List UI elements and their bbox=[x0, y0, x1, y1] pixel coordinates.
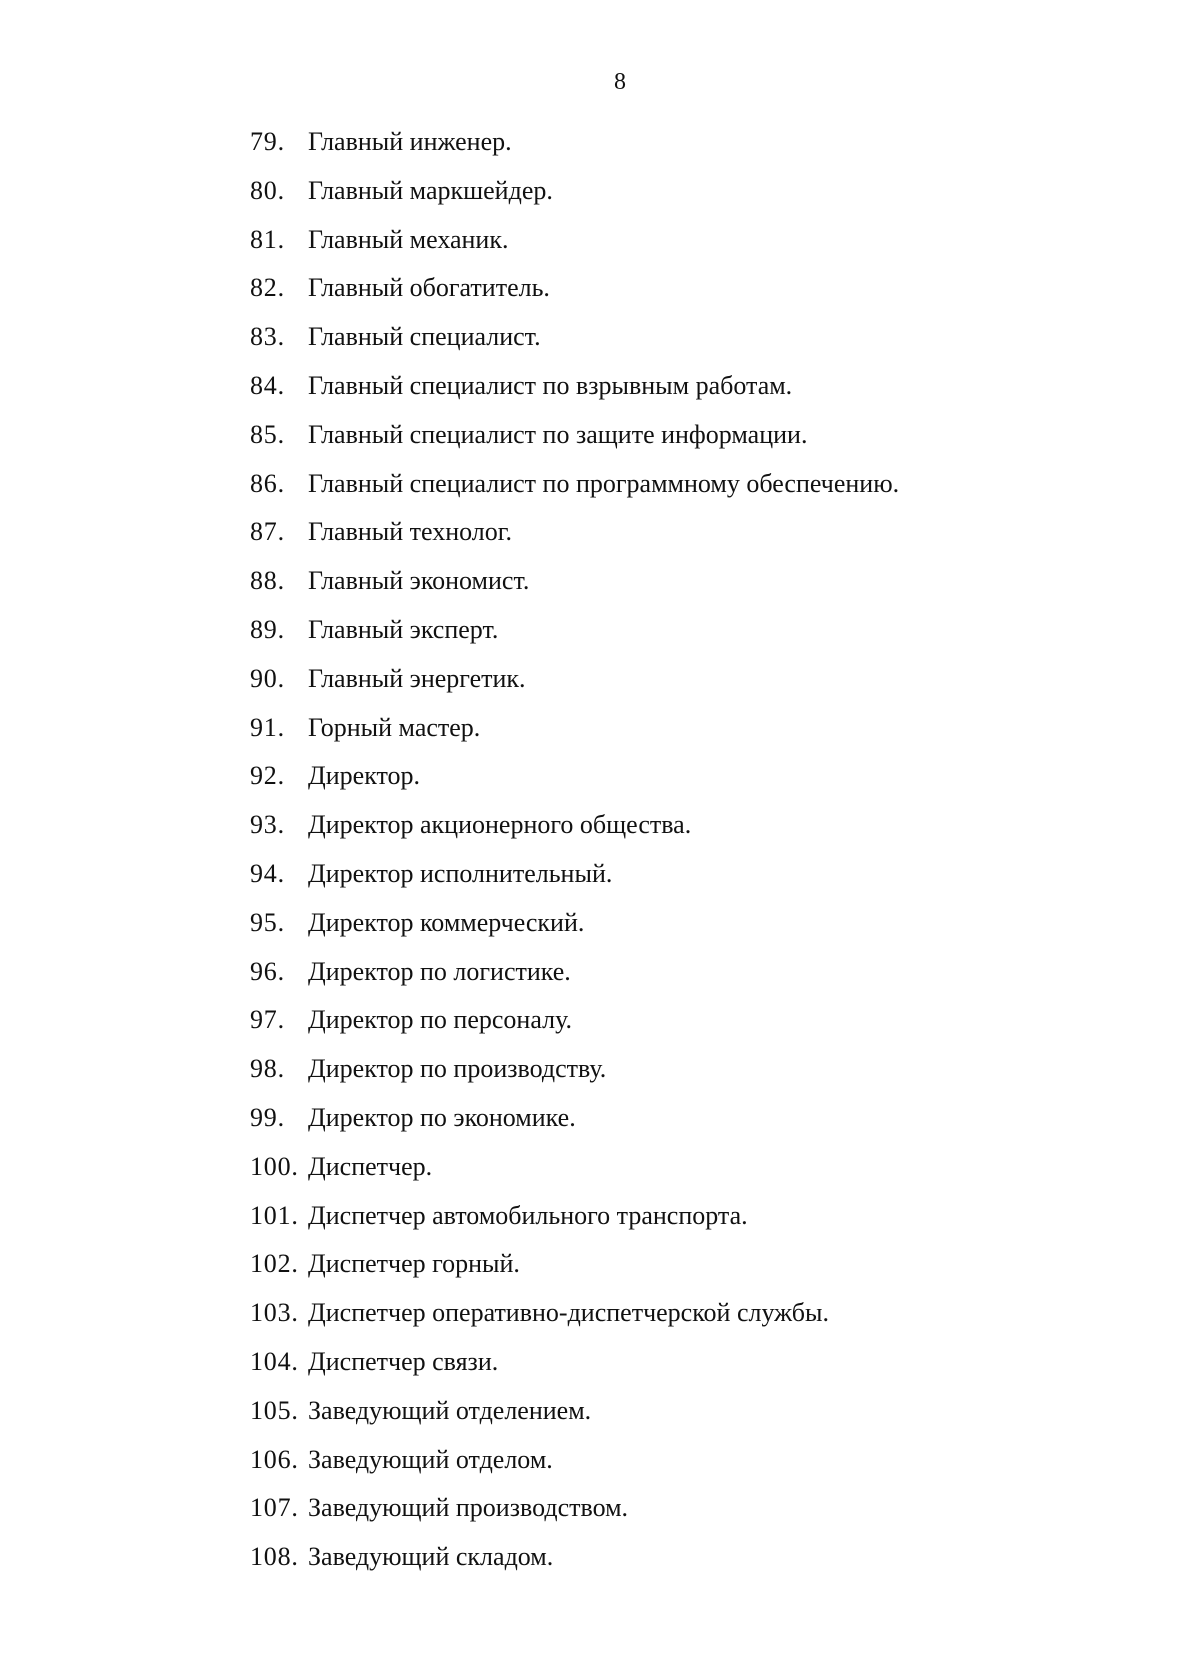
item-text: Диспетчер горный. bbox=[308, 1249, 520, 1279]
list-item bbox=[250, 850, 899, 899]
item-number: 79. bbox=[250, 127, 285, 156]
item-number: 85. bbox=[250, 419, 285, 449]
item-text: Заведующий складом. bbox=[308, 1542, 554, 1572]
list-item bbox=[250, 1436, 899, 1485]
item-text: Главный специалист по взрывным работам. bbox=[308, 370, 793, 400]
item-number: 82. bbox=[250, 273, 285, 303]
list-item bbox=[250, 1289, 899, 1338]
position-list bbox=[250, 118, 899, 1582]
item-text: Заведующий отделением. bbox=[308, 1395, 592, 1425]
item-text: Главный обогатитель. bbox=[308, 273, 550, 303]
list-item bbox=[250, 1338, 899, 1387]
list-item bbox=[250, 996, 899, 1045]
item-number: 104. bbox=[250, 1346, 299, 1376]
item-number: 94. bbox=[250, 858, 285, 888]
list-item bbox=[250, 216, 899, 265]
item-text: Директор исполнительный. bbox=[308, 858, 613, 888]
list-item bbox=[250, 264, 899, 313]
list-item bbox=[250, 118, 899, 167]
item-text: Главный специалист по защите информации. bbox=[308, 419, 808, 449]
list-item bbox=[250, 1094, 899, 1143]
item-text: Диспетчер. bbox=[308, 1151, 433, 1181]
item-text: Главный механик. bbox=[308, 224, 509, 254]
item-number: 88. bbox=[250, 566, 285, 596]
list-item bbox=[250, 752, 899, 801]
item-number: 98. bbox=[250, 1054, 285, 1084]
page-number: 8 bbox=[614, 69, 626, 95]
item-number: 91. bbox=[250, 712, 285, 742]
item-text: Главный энергетик. bbox=[308, 663, 526, 693]
item-text: Главный инженер. bbox=[308, 127, 512, 156]
list-item bbox=[250, 508, 899, 557]
item-number: 92. bbox=[250, 761, 285, 791]
item-text: Директор по экономике. bbox=[308, 1102, 576, 1132]
item-text: Заведующий отделом. bbox=[308, 1444, 553, 1474]
item-number: 96. bbox=[250, 956, 285, 986]
item-text: Горный мастер. bbox=[308, 712, 481, 742]
list-item bbox=[250, 899, 899, 948]
list-item bbox=[250, 362, 899, 411]
item-number: 89. bbox=[250, 614, 285, 644]
item-number: 99. bbox=[250, 1102, 285, 1132]
item-text: Директор по производству. bbox=[308, 1054, 607, 1084]
item-number: 80. bbox=[250, 175, 285, 205]
item-number: 106. bbox=[250, 1444, 299, 1474]
list-item bbox=[250, 167, 899, 216]
item-text: Директор. bbox=[308, 761, 420, 791]
item-number: 93. bbox=[250, 810, 285, 840]
item-number: 81. bbox=[250, 224, 285, 254]
item-text: Директор коммерческий. bbox=[308, 907, 585, 937]
list-item bbox=[250, 1192, 899, 1241]
item-number: 97. bbox=[250, 1005, 285, 1035]
item-number: 87. bbox=[250, 517, 285, 547]
list-item bbox=[250, 1484, 899, 1533]
item-text: Директор акционерного общества. bbox=[308, 810, 692, 840]
list-item bbox=[250, 655, 899, 704]
item-number: 95. bbox=[250, 907, 285, 937]
list-item bbox=[250, 460, 899, 509]
item-number: 108. bbox=[250, 1542, 299, 1572]
list-item bbox=[250, 1533, 899, 1582]
item-text: Главный технолог. bbox=[308, 517, 513, 547]
item-text: Диспетчер оперативно-диспетчерской службы. bbox=[308, 1298, 829, 1328]
list-item bbox=[250, 1143, 899, 1192]
list-item bbox=[250, 1240, 899, 1289]
item-number: 83. bbox=[250, 322, 285, 352]
item-number: 107. bbox=[250, 1493, 299, 1523]
item-text: Главный эксперт. bbox=[308, 614, 499, 644]
item-text: Главный специалист по программному обеспечению. bbox=[308, 468, 900, 498]
item-number: 103. bbox=[250, 1298, 299, 1328]
item-text: Главный специалист. bbox=[308, 322, 541, 352]
item-number: 100. bbox=[250, 1151, 299, 1181]
item-number: 101. bbox=[250, 1200, 299, 1230]
list-item bbox=[250, 313, 899, 362]
item-number: 86. bbox=[250, 468, 285, 498]
item-text: Директор по логистике. bbox=[308, 956, 571, 986]
list-item bbox=[250, 948, 899, 997]
list-item bbox=[250, 1045, 899, 1094]
list-item bbox=[250, 704, 899, 753]
item-text: Главный маркшейдер. bbox=[308, 175, 553, 205]
item-text: Диспетчер связи. bbox=[308, 1346, 499, 1376]
list-item bbox=[250, 606, 899, 655]
item-number: 105. bbox=[250, 1395, 299, 1425]
item-text: Заведующий производством. bbox=[308, 1493, 629, 1523]
list-item bbox=[250, 557, 899, 606]
item-text: Директор по персоналу. bbox=[308, 1005, 572, 1035]
item-text: Диспетчер автомобильного транспорта. bbox=[308, 1200, 748, 1230]
list-item bbox=[250, 1387, 899, 1436]
item-number: 84. bbox=[250, 370, 285, 400]
list-item bbox=[250, 801, 899, 850]
item-number: 90. bbox=[250, 663, 285, 693]
item-number: 102. bbox=[250, 1249, 299, 1279]
item-text: Главный экономист. bbox=[308, 566, 530, 596]
list-item bbox=[250, 411, 899, 460]
